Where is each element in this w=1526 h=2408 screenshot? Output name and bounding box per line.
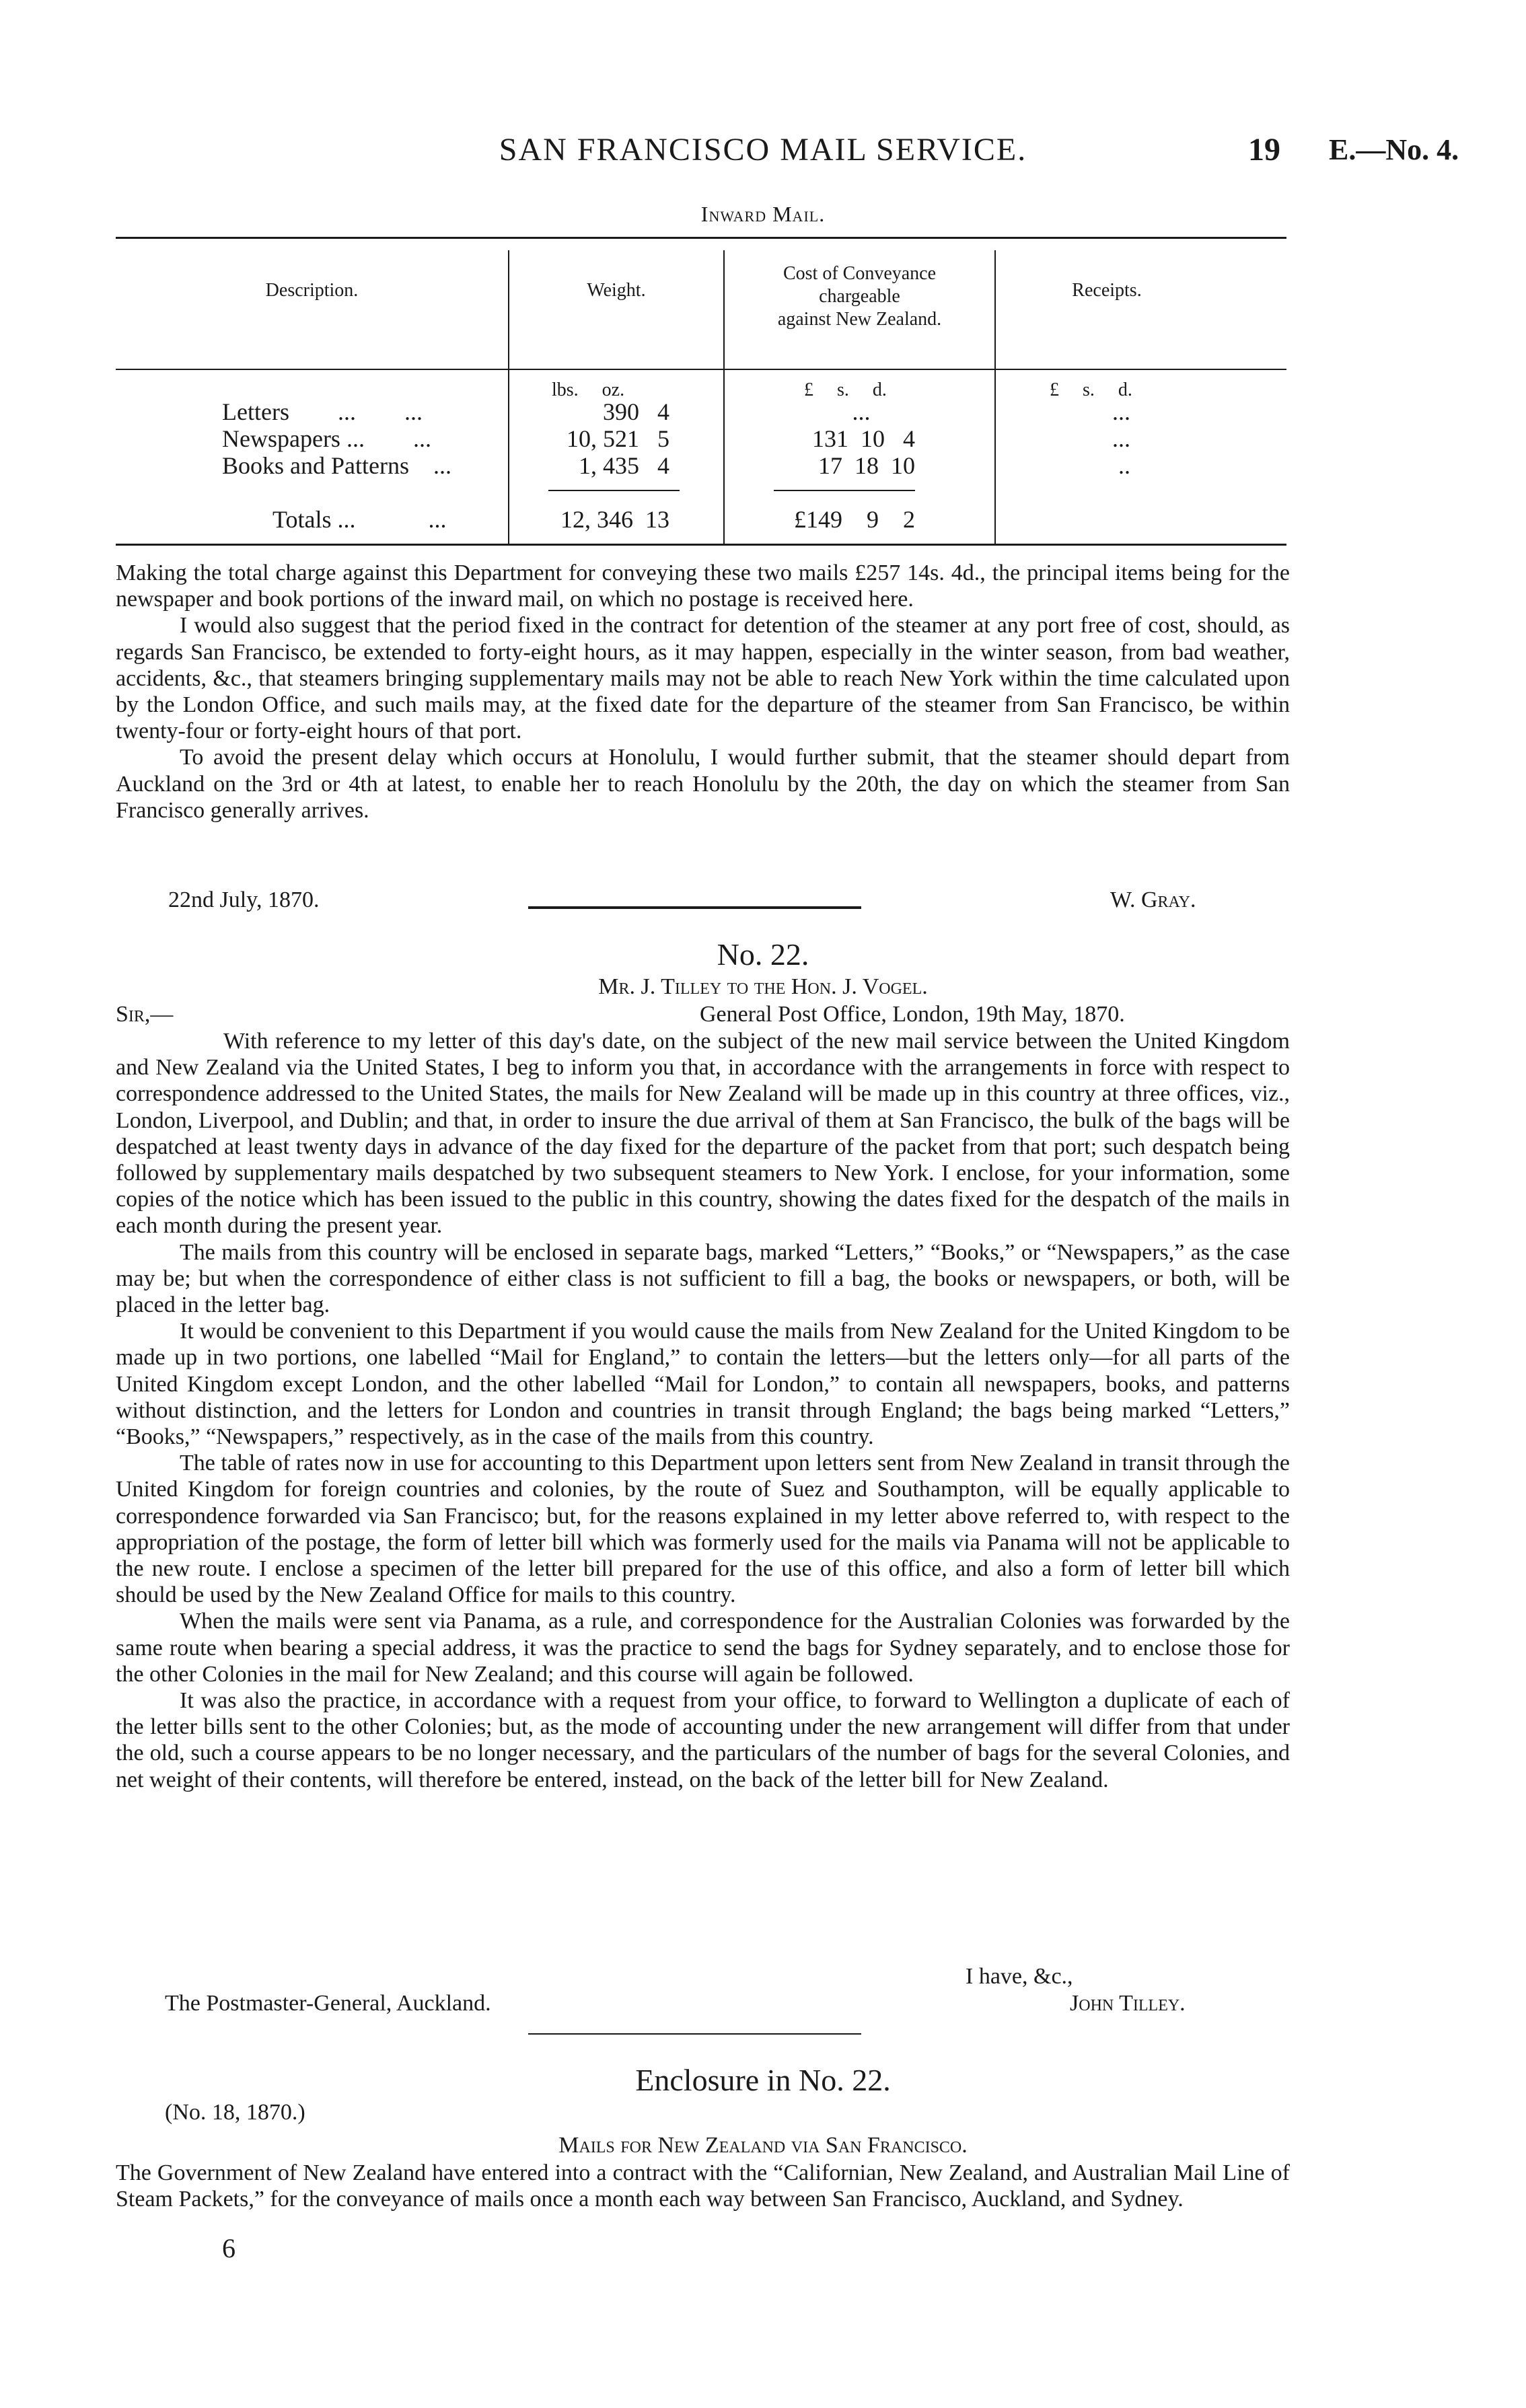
paragraph: The mails from this country will be enclosed in separate bags, marked “Letters,” “Books,” or “Newspapers,” as the case may be; but when the correspondence of either class is not sufficient to fill a bag, the books or newspapers, or both, will be placed in the letter bag.: [116, 1239, 1290, 1318]
paragraph: When the mails were sent via Panama, as a rule, and correspondence for the Australian Colonies was forwarded by the same route when bearing a special address, it was the practice to send the bags for Sydney separately, and to enclose those for the other Colonies in the mail for New Zealand; and this course will again be followed.: [116, 1609, 1290, 1687]
letter-dateline: General Post Office, London, 19th May, 1870.: [700, 1002, 1125, 1027]
row-description: Letters ... ...: [222, 398, 423, 425]
cost-units: £ s. d.: [804, 379, 887, 400]
row-description: Books and Patterns ...: [222, 452, 451, 479]
row-cost: 131 10 4: [812, 425, 915, 452]
row-cost: 17 18 10: [818, 452, 915, 479]
document-reference: E.—No. 4.: [1329, 133, 1459, 166]
row-cost: ...: [852, 398, 871, 425]
section-divider: [528, 906, 861, 909]
enclosure-reference: (No. 18, 1870.): [165, 2100, 305, 2125]
column-header-weight: Weight.: [587, 280, 646, 301]
paragraph: To avoid the present delay which occurs at Honolulu, I would further submit, that the steamer should depart from Auckland on the 3rd or 4th at latest, to enable her to reach Honolulu by the 20th, the day on which the steamer from San Francisco generally arrives.: [116, 745, 1290, 823]
letter-addressee: The Postmaster-General, Auckland.: [165, 1991, 491, 2016]
row-weight: 10, 521 5: [567, 425, 669, 452]
cost-header-line: chargeable: [819, 286, 900, 307]
page-header-title: SAN FRANCISCO MAIL SERVICE.: [499, 132, 1027, 168]
paragraph: The table of rates now in use for accounting to this Department upon letters sent from New Zealand in transit through the United Kingdom for foreign countries and colonies, by the route of Suez and Southampton, will be equally applicable to correspondence forwarded via San Francisco; but, for the reasons explained in my letter above referred to, with respect to the appropriation of the postage, the form of letter bill which was formerly used for the mails via Panama will not be applicable to the new route. I enclose a specimen of the letter bill prepared for the use of this office, and also a form of letter bill which should be used by the New Zealand Office for mails to this country.: [116, 1451, 1290, 1608]
paragraph: It was also the practice, in accordance with a request from your office, to forward to Wellington a duplicate of each of the letter bills sent to the other Colonies; but, as the mode of accounting under the new arrangement will differ from that under the old, such a course appears to be no longer necessary, and the particulars of the number of bags for the several Colonies, and net weight of their contents, will therefore be entered, instead, on the back of the letter bill for New Zealand.: [116, 1688, 1290, 1792]
totals-cost: £149 9 2: [794, 506, 915, 533]
column-header-cost: [725, 262, 994, 331]
cost-header-line: Cost of Conveyance: [783, 263, 937, 284]
letter-signature: John Tilley.: [1070, 1991, 1186, 2016]
table-top-rule: [116, 237, 1286, 239]
section-divider: [528, 2033, 861, 2035]
enclosure-heading: Mails for New Zealand via San Francisco.: [558, 2133, 968, 2158]
receipts-units: £ s. d.: [1050, 379, 1132, 400]
row-weight: 1, 435 4: [579, 452, 669, 479]
cost-header-line: against New Zealand.: [777, 309, 942, 330]
salutation: Sir,—: [116, 1002, 174, 1027]
cost-sum-rule: [774, 490, 915, 491]
paragraph: I would also suggest that the period fixed in the contract for detention of the steamer at any port free of cost, should, as regards San Francisco, be extended to forty-eight hours, as it may happen, especially in the winter season, from bad weather, accidents, &c., that steamers bringing supplementary mails may not be able to reach New York within the time calculated upon by the London Office, and such mails may, at the fixed date for the departure of the steamer from San Francisco, be within twenty-four or forty-eight hours of that port.: [116, 613, 1290, 744]
letter-heading: Mr. J. Tilley to the Hon. J. Vogel.: [598, 974, 928, 999]
row-receipts: ..: [1118, 452, 1130, 479]
page-number: 19: [1248, 132, 1280, 168]
totals-weight: 12, 346 13: [560, 506, 669, 533]
letter-closing: I have, &c.,: [966, 1964, 1073, 1989]
column-header-description: Description.: [265, 280, 359, 301]
paragraph: With reference to my letter of this day's date, on the subject of the new mail service between the United Kingdom and New Zealand via the United States, I beg to inform you that, in accordance with the arrangements in force with respect to correspondence addressed to the United States, the mails for New Zealand will be made up in this country at three offices, viz., London, Liverpool, and Dublin; and that, in order to insure the due arrival of them at San Francisco, the bulk of the bags will be despatched at least twenty days in advance of the day fixed for the departure of the packet from that port; such despatch being followed by supplementary mails despatched by two subsequent steamers to New York. I enclose, for your information, some copies of the notice which has been issued to the public in this country, showing the dates fixed for the despatch of the mails in each month during the present year.: [116, 1029, 1290, 1239]
report-signature: W. Gray.: [1110, 887, 1196, 912]
report-date: 22nd July, 1870.: [168, 887, 320, 912]
paragraph: It would be convenient to this Department if you would cause the mails from New Zealand for the United Kingdom to be made up in two portions, one labelled “Mail for England,” to contain the letters—but the letters only—for all parts of the United Kingdom except London, and the other labelled “Mail for London,” to contain all newspapers, books, and patterns without distinction, and the letters for London and countries in transit through England; the bags being marked “Letters,” “Books,” “Newspapers,” respectively, as in the case of the mails from this country.: [116, 1319, 1290, 1450]
paragraph: Making the total charge against this Department for conveying these two mails £257 14s. 4d., the principal items being for the newspaper and book portions of the inward mail, on which no postage is received here.: [116, 560, 1290, 612]
enclosure-body: [116, 2160, 1290, 2212]
row-description: Newspapers ... ...: [222, 425, 431, 452]
table-bottom-rule: [116, 544, 1286, 546]
enclosure-title: Enclosure in No. 22.: [635, 2063, 891, 2097]
totals-label: Totals ... ...: [272, 506, 447, 533]
weight-units: lbs. oz.: [552, 379, 625, 400]
row-weight: 390 4: [603, 398, 669, 425]
paragraph: The Government of New Zealand have entered into a contract with the “Californian, New Zealand, and Australian Mail Line of Steam Packets,” for the conveyance of mails once a month each way between San Francisco, Auckland, and Sydney.: [116, 2160, 1290, 2212]
row-receipts: ...: [1112, 398, 1130, 425]
column-header-receipts: Receipts.: [1072, 280, 1142, 301]
table-header-rule: [116, 369, 1286, 370]
signature-mark: 6: [222, 2233, 235, 2263]
gray-report-text: [116, 560, 1290, 824]
table-title: Inward Mail.: [700, 202, 826, 226]
letter-number: No. 22.: [717, 937, 809, 972]
row-receipts: ...: [1112, 425, 1130, 452]
weight-sum-rule: [548, 490, 680, 491]
letter-body: [116, 1028, 1290, 1793]
